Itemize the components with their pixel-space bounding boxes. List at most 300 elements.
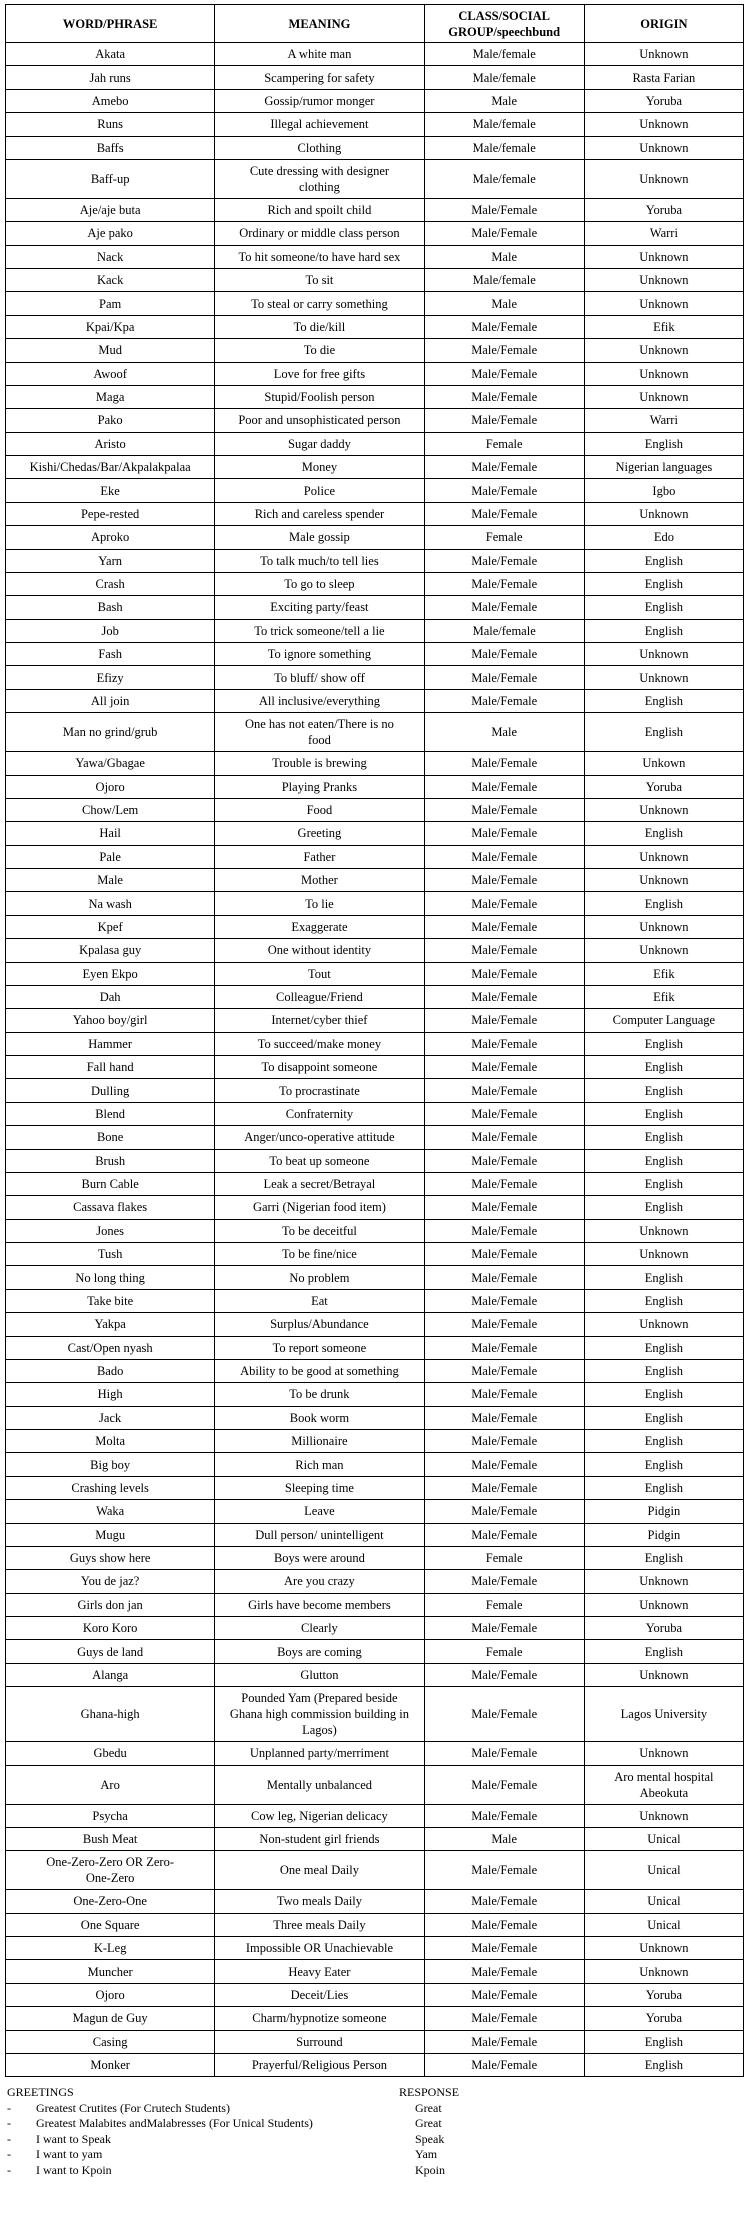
cell-class: Male — [424, 245, 584, 268]
table-row — [6, 572, 744, 595]
cell-class: Male/Female — [424, 962, 584, 985]
cell-word: Kishi/Chedas/Bar/Akpalakpalaa — [6, 456, 215, 479]
cell-origin: English — [584, 619, 743, 642]
cell-class: Male/Female — [424, 409, 584, 432]
cell-word: Bone — [6, 1126, 215, 1149]
cell-meaning: To be fine/nice — [215, 1243, 424, 1266]
cell-class: Male — [424, 713, 584, 752]
cell-class: Male/Female — [424, 643, 584, 666]
cell-word: Eyen Ekpo — [6, 962, 215, 985]
table-row — [6, 1570, 744, 1593]
cell-class: Male/Female — [424, 1890, 584, 1913]
cell-meaning: To procrastinate — [215, 1079, 424, 1102]
cell-origin: English — [584, 1476, 743, 1499]
cell-class: Male/female — [424, 43, 584, 66]
cell-class: Male/Female — [424, 1913, 584, 1936]
table-row — [6, 1430, 744, 1453]
table-row — [6, 1890, 744, 1913]
cell-word: Mud — [6, 339, 215, 362]
response-item: Great — [415, 2116, 442, 2131]
cell-class: Male/Female — [424, 1313, 584, 1336]
cell-origin: Yoruba — [584, 89, 743, 112]
cell-meaning: Boys are coming — [215, 1640, 424, 1663]
cell-origin: English — [584, 549, 743, 572]
cell-origin: English — [584, 892, 743, 915]
table-body — [6, 43, 744, 2077]
table-row — [6, 2030, 744, 2053]
cell-meaning: To go to sleep — [215, 572, 424, 595]
cell-class: Male/Female — [424, 1960, 584, 1983]
table-row — [6, 549, 744, 572]
table-header-row — [6, 5, 744, 43]
table-row — [6, 1359, 744, 1382]
cell-word: Na wash — [6, 892, 215, 915]
cell-origin: English — [584, 1032, 743, 1055]
cell-class: Male/female — [424, 136, 584, 159]
cell-class: Male/Female — [424, 1523, 584, 1546]
cell-meaning: Exciting party/feast — [215, 596, 424, 619]
cell-meaning: Leak a secret/Betrayal — [215, 1172, 424, 1195]
table-row — [6, 385, 744, 408]
table-row — [6, 1476, 744, 1499]
cell-origin: Unknown — [584, 362, 743, 385]
cell-class: Male/Female — [424, 666, 584, 689]
cell-meaning: Cow leg, Nigerian delicacy — [215, 1804, 424, 1827]
cell-origin: Yoruba — [584, 198, 743, 221]
cell-word: Amebo — [6, 89, 215, 112]
cell-origin: Unknown — [584, 1219, 743, 1242]
cell-origin: Unknown — [584, 666, 743, 689]
cell-origin: English — [584, 1289, 743, 1312]
cell-meaning: To talk much/to tell lies — [215, 549, 424, 572]
table-row — [6, 596, 744, 619]
cell-word: Cassava flakes — [6, 1196, 215, 1219]
cell-class: Female — [424, 1640, 584, 1663]
greeting-text: I want to Speak — [36, 2131, 111, 2146]
cell-class: Male/Female — [424, 1009, 584, 1032]
cell-origin: English — [584, 1546, 743, 1569]
cell-word: Pam — [6, 292, 215, 315]
cell-word: Psycha — [6, 1804, 215, 1827]
cell-meaning: Surplus/Abundance — [215, 1313, 424, 1336]
cell-origin: English — [584, 1359, 743, 1382]
cell-word: No long thing — [6, 1266, 215, 1289]
cell-word: Guys de land — [6, 1640, 215, 1663]
cell-class: Male — [424, 292, 584, 315]
table-row — [6, 1913, 744, 1936]
cell-class: Male/Female — [424, 385, 584, 408]
table-row — [6, 689, 744, 712]
table-row — [6, 1079, 744, 1102]
cell-word: Take bite — [6, 1289, 215, 1312]
response-item: Great — [415, 2100, 442, 2115]
header-word-phrase: WORD/PHRASE — [6, 5, 215, 43]
cell-word: Kpef — [6, 915, 215, 938]
cell-origin: Yoruba — [584, 2007, 743, 2030]
table-row — [6, 892, 744, 915]
cell-word: Cast/Open nyash — [6, 1336, 215, 1359]
table-row — [6, 1009, 744, 1032]
table-row — [6, 1593, 744, 1616]
table-row — [6, 1243, 744, 1266]
table-row — [6, 1453, 744, 1476]
cell-word: Ojoro — [6, 775, 215, 798]
cell-word: Mugu — [6, 1523, 215, 1546]
cell-origin: Pidgin — [584, 1500, 743, 1523]
table-row — [6, 1640, 744, 1663]
cell-origin: Unknown — [584, 502, 743, 525]
cell-class: Male/Female — [424, 572, 584, 595]
table-row — [6, 2053, 744, 2076]
cell-word: Crash — [6, 572, 215, 595]
table-row — [6, 339, 744, 362]
cell-class: Male/Female — [424, 339, 584, 362]
cell-origin: English — [584, 1079, 743, 1102]
cell-class: Male/Female — [424, 1500, 584, 1523]
table-row — [6, 1827, 744, 1850]
cell-meaning: Book worm — [215, 1406, 424, 1429]
cell-word: Yakpa — [6, 1313, 215, 1336]
cell-class: Male/Female — [424, 1359, 584, 1382]
cell-word: Koro Koro — [6, 1617, 215, 1640]
cell-meaning: Eat — [215, 1289, 424, 1312]
cell-meaning: To disappoint someone — [215, 1056, 424, 1079]
cell-word: One Square — [6, 1913, 215, 1936]
cell-meaning: Prayerful/Religious Person — [215, 2053, 424, 2076]
greeting-item — [7, 2116, 399, 2132]
cell-class: Male/Female — [424, 1476, 584, 1499]
cell-class: Male/Female — [424, 939, 584, 962]
table-row — [6, 822, 744, 845]
cell-class: Male/Female — [424, 502, 584, 525]
cell-meaning: Glutton — [215, 1663, 424, 1686]
cell-class: Male/Female — [424, 222, 584, 245]
table-row — [6, 159, 744, 198]
table-row — [6, 113, 744, 136]
cell-meaning: Mentally unbalanced — [215, 1765, 424, 1804]
cell-class: Male/Female — [424, 1172, 584, 1195]
cell-class: Male — [424, 1827, 584, 1850]
cell-meaning: Illegal achievement — [215, 113, 424, 136]
cell-class: Male/female — [424, 113, 584, 136]
cell-meaning: Two meals Daily — [215, 1890, 424, 1913]
cell-class: Male/female — [424, 159, 584, 198]
cell-word: All join — [6, 689, 215, 712]
cell-meaning: Sleeping time — [215, 1476, 424, 1499]
cell-meaning: Non-student girl friends — [215, 1827, 424, 1850]
cell-word: Muncher — [6, 1960, 215, 1983]
cell-class: Male/Female — [424, 1126, 584, 1149]
cell-class: Male/Female — [424, 1570, 584, 1593]
cell-word: Pale — [6, 845, 215, 868]
cell-origin: Unknown — [584, 1804, 743, 1827]
cell-class: Male/Female — [424, 1336, 584, 1359]
cell-origin: English — [584, 1149, 743, 1172]
cell-meaning: One without identity — [215, 939, 424, 962]
cell-meaning: Boys were around — [215, 1546, 424, 1569]
table-row — [6, 89, 744, 112]
table-row — [6, 666, 744, 689]
greeting-text: Greatest Malabites andMalabresses (For Unical Students) — [36, 2116, 313, 2131]
cell-meaning: Surround — [215, 2030, 424, 2053]
cell-word: Casing — [6, 2030, 215, 2053]
cell-origin: Unknown — [584, 1570, 743, 1593]
cell-word: Blend — [6, 1102, 215, 1125]
table-row — [6, 1196, 744, 1219]
cell-origin: Igbo — [584, 479, 743, 502]
cell-origin: English — [584, 596, 743, 619]
cell-meaning: Scampering for safety — [215, 66, 424, 89]
cell-word: Aje pako — [6, 222, 215, 245]
cell-meaning: Pounded Yam (Prepared beside Ghana high commission building in Lagos) — [215, 1687, 424, 1742]
cell-word: Bush Meat — [6, 1827, 215, 1850]
cell-meaning: To report someone — [215, 1336, 424, 1359]
cell-word: Girls don jan — [6, 1593, 215, 1616]
cell-origin: English — [584, 1336, 743, 1359]
cell-meaning: Ability to be good at something — [215, 1359, 424, 1382]
table-row — [6, 1102, 744, 1125]
cell-meaning: Heavy Eater — [215, 1960, 424, 1983]
cell-meaning: Deceit/Lies — [215, 1983, 424, 2006]
cell-meaning: To die/kill — [215, 315, 424, 338]
cell-word: Big boy — [6, 1453, 215, 1476]
cell-word: Gbedu — [6, 1742, 215, 1765]
table-row — [6, 409, 744, 432]
cell-origin: English — [584, 822, 743, 845]
cell-word: Baff-up — [6, 159, 215, 198]
table-row — [6, 775, 744, 798]
cell-class: Male/Female — [424, 1102, 584, 1125]
cell-origin: Unknown — [584, 869, 743, 892]
table-row — [6, 619, 744, 642]
table-row — [6, 1765, 744, 1804]
cell-meaning: To be drunk — [215, 1383, 424, 1406]
cell-word: Jack — [6, 1406, 215, 1429]
cell-class: Male/Female — [424, 549, 584, 572]
cell-meaning: Internet/cyber thief — [215, 1009, 424, 1032]
cell-origin: English — [584, 1266, 743, 1289]
cell-meaning: To bluff/ show off — [215, 666, 424, 689]
cell-word: You de jaz? — [6, 1570, 215, 1593]
cell-word: Monker — [6, 2053, 215, 2076]
table-row — [6, 43, 744, 66]
cell-origin: English — [584, 432, 743, 455]
cell-class: Male/Female — [424, 1243, 584, 1266]
cell-class: Male/Female — [424, 1056, 584, 1079]
table-row — [6, 315, 744, 338]
table-row — [6, 1383, 744, 1406]
cell-class: Male/female — [424, 619, 584, 642]
cell-origin: Unical — [584, 1827, 743, 1850]
bullet-dash: - — [7, 2116, 11, 2131]
cell-origin: Unknown — [584, 43, 743, 66]
cell-origin: Unknown — [584, 245, 743, 268]
table-row — [6, 1313, 744, 1336]
cell-class: Female — [424, 432, 584, 455]
table-row — [6, 1804, 744, 1827]
slang-table — [5, 4, 744, 2077]
table-row — [6, 798, 744, 821]
cell-origin: Yoruba — [584, 1617, 743, 1640]
cell-origin: English — [584, 713, 743, 752]
cell-class: Male/Female — [424, 689, 584, 712]
cell-origin: Unknown — [584, 1313, 743, 1336]
cell-word: Man no grind/grub — [6, 713, 215, 752]
table-row — [6, 66, 744, 89]
greeting-item — [7, 2132, 399, 2148]
cell-word: Waka — [6, 1500, 215, 1523]
cell-class: Male/Female — [424, 845, 584, 868]
response-item: Speak — [415, 2131, 445, 2146]
cell-origin: Unknown — [584, 159, 743, 198]
cell-meaning: Tout — [215, 962, 424, 985]
cell-class: Male/Female — [424, 1149, 584, 1172]
cell-meaning: Love for free gifts — [215, 362, 424, 385]
table-row — [6, 1960, 744, 1983]
cell-class: Male/Female — [424, 1937, 584, 1960]
table-row — [6, 1687, 744, 1742]
greeting-item — [7, 2147, 399, 2163]
cell-class: Male/Female — [424, 1383, 584, 1406]
cell-class: Male/Female — [424, 775, 584, 798]
table-row — [6, 1663, 744, 1686]
cell-meaning: Father — [215, 845, 424, 868]
cell-word: Maga — [6, 385, 215, 408]
cell-class: Male/Female — [424, 985, 584, 1008]
bullet-dash: - — [7, 2147, 11, 2162]
cell-class: Male — [424, 89, 584, 112]
cell-class: Male/Female — [424, 892, 584, 915]
cell-origin: Pidgin — [584, 1523, 743, 1546]
cell-word: Pako — [6, 409, 215, 432]
cell-meaning: Three meals Daily — [215, 1913, 424, 1936]
cell-word: Baffs — [6, 136, 215, 159]
cell-class: Male/Female — [424, 752, 584, 775]
cell-origin: Unknown — [584, 136, 743, 159]
cell-origin: English — [584, 1406, 743, 1429]
cell-meaning: Millionaire — [215, 1430, 424, 1453]
cell-class: Male/Female — [424, 869, 584, 892]
response-title: RESPONSE — [399, 2085, 460, 2100]
cell-meaning: Greeting — [215, 822, 424, 845]
cell-meaning: One has not eaten/There is no food — [215, 713, 424, 752]
cell-meaning: Playing Pranks — [215, 775, 424, 798]
cell-origin: Computer Language — [584, 1009, 743, 1032]
cell-meaning: To ignore something — [215, 643, 424, 666]
cell-meaning: Unplanned party/merriment — [215, 1742, 424, 1765]
cell-word: High — [6, 1383, 215, 1406]
cell-word: Aje/aje buta — [6, 198, 215, 221]
cell-origin: Warri — [584, 409, 743, 432]
table-row — [6, 1266, 744, 1289]
cell-word: One-Zero-One — [6, 1890, 215, 1913]
cell-word: Yawa/Gbagae — [6, 752, 215, 775]
cell-origin: Rasta Farian — [584, 66, 743, 89]
cell-origin: Unknown — [584, 643, 743, 666]
cell-class: Male/Female — [424, 1219, 584, 1242]
cell-origin: Unical — [584, 1851, 743, 1890]
cell-origin: Efik — [584, 985, 743, 1008]
cell-origin: English — [584, 2030, 743, 2053]
table-row — [6, 1617, 744, 1640]
cell-word: Bash — [6, 596, 215, 619]
cell-origin: Unknown — [584, 339, 743, 362]
cell-meaning: Rich and careless spender — [215, 502, 424, 525]
cell-word: Hail — [6, 822, 215, 845]
bullet-dash: - — [7, 2162, 11, 2177]
cell-origin: Edo — [584, 526, 743, 549]
cell-meaning: Colleague/Friend — [215, 985, 424, 1008]
cell-origin: Efik — [584, 962, 743, 985]
cell-origin: Unknown — [584, 939, 743, 962]
cell-word: Aro — [6, 1765, 215, 1804]
cell-word: Ghana-high — [6, 1687, 215, 1742]
cell-class: Male/Female — [424, 1289, 584, 1312]
table-row — [6, 1983, 744, 2006]
cell-meaning: Gossip/rumor monger — [215, 89, 424, 112]
response-column — [399, 2085, 699, 2178]
table-row — [6, 198, 744, 221]
table-row — [6, 752, 744, 775]
table-row — [6, 915, 744, 938]
cell-word: Jah runs — [6, 66, 215, 89]
cell-origin: Yoruba — [584, 1983, 743, 2006]
cell-class: Male/Female — [424, 315, 584, 338]
table-row — [6, 1546, 744, 1569]
cell-class: Male/Female — [424, 198, 584, 221]
table-row — [6, 1289, 744, 1312]
cell-meaning: Clearly — [215, 1617, 424, 1640]
cell-origin: Unknown — [584, 1593, 743, 1616]
cell-meaning: Rich man — [215, 1453, 424, 1476]
cell-word: Kack — [6, 269, 215, 292]
cell-meaning: Exaggerate — [215, 915, 424, 938]
header-origin: ORIGIN — [584, 5, 743, 43]
table-row — [6, 292, 744, 315]
table-row — [6, 1056, 744, 1079]
cell-meaning: Garri (Nigerian food item) — [215, 1196, 424, 1219]
cell-origin: Unknown — [584, 798, 743, 821]
cell-origin: Unical — [584, 1913, 743, 1936]
cell-meaning: Sugar daddy — [215, 432, 424, 455]
table-row — [6, 1406, 744, 1429]
cell-origin: Warri — [584, 222, 743, 245]
bullet-dash: - — [7, 2131, 11, 2146]
cell-class: Male/Female — [424, 2030, 584, 2053]
cell-class: Male/Female — [424, 1663, 584, 1686]
cell-meaning: Girls have become members — [215, 1593, 424, 1616]
cell-origin: English — [584, 1430, 743, 1453]
cell-meaning: To hit someone/to have hard sex — [215, 245, 424, 268]
cell-class: Male/Female — [424, 1196, 584, 1219]
cell-word: Runs — [6, 113, 215, 136]
cell-origin: Unknown — [584, 1960, 743, 1983]
cell-meaning: Poor and unsophisticated person — [215, 409, 424, 432]
cell-word: Crashing levels — [6, 1476, 215, 1499]
cell-word: Burn Cable — [6, 1172, 215, 1195]
table-row — [6, 1500, 744, 1523]
table-row — [6, 1149, 744, 1172]
cell-origin: English — [584, 572, 743, 595]
cell-word: Jones — [6, 1219, 215, 1242]
cell-meaning: Money — [215, 456, 424, 479]
cell-word: Pepe-rested — [6, 502, 215, 525]
table-row — [6, 939, 744, 962]
cell-origin: Unknown — [584, 845, 743, 868]
table-row — [6, 985, 744, 1008]
table-row — [6, 526, 744, 549]
table-row — [6, 643, 744, 666]
